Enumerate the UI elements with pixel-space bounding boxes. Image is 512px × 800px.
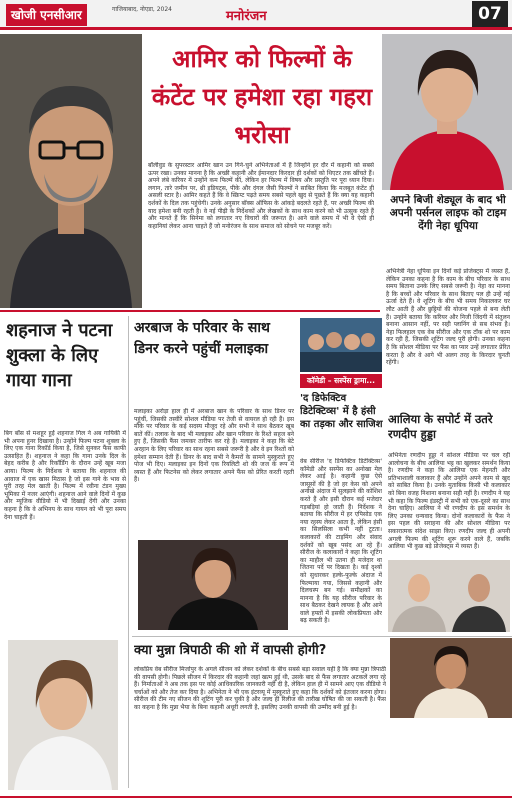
portrait-illustration xyxy=(138,540,288,630)
section-title: मनोरंजन xyxy=(226,9,267,24)
column-rule xyxy=(128,316,129,788)
alia-randeep-photo xyxy=(388,560,510,632)
neha-headline: अपने बिजी शेड्यूल के बाद भी अपनी पर्सनल लाइफ को टाइम देंगी नेहा धूपिया xyxy=(389,194,507,232)
munna-headline: क्या मुन्ना त्रिपाठी की शो में वापसी होगी? xyxy=(134,643,327,658)
malaika-body: मलाइका अरोड़ा हाल ही में अरबाज खान के परिवार के साथ डिनर पर पहुंचीं, जिसकी तस्वीरें सोशल मीडिया पर तेजी से वायरल हो रही हैं। इस मौके पर परिवार के कई सदस्य मौजूद रहे और सभी ने साथ बैठकर खूब बातें कीं। तलाक के बाद भी मलाइका और खान परिवार के रिश्ते सहज बने हुए हैं, जिसकी फैंस जमकर तारीफ कर रहे हैं। मलाइका ने कहा कि बेटे अरहान के लिए परिवार का साथ रहना सबसे जरूरी है और वे इन रिश्तों को हमेशा सम्मान देती हैं। डिनर के बाद सभी ने कैमरों के सामने मुस्कुराते हुए पोज भी दिए। मलाइका इन दिनों एक रियलिटी शो की जज के रूप में व्यस्त हैं और फिटनेस को लेकर लगातार अपने फैंस को प्रेरित करती रहती हैं। xyxy=(134,408,294,484)
malaika-headline: अरबाज के परिवार के साथ डिनर करने पहुंचीं मलाइका xyxy=(134,320,270,357)
shehnaaz-headline: शहनाज ने पटना शुक्ला के लिए गाया गाना xyxy=(6,320,113,391)
malaika-photo xyxy=(138,540,288,630)
detectives-kicker: कॉमेडी – सस्पेंस ड्रामा... xyxy=(300,374,382,388)
munna-body: लोकप्रिय वेब सीरीज मिर्जापुर के अगले सीजन को लेकर दर्शकों के बीच सबसे बड़ा सवाल यही है कि क्या मुन्ना त्रिपाठी की वापसी होगी। पिछले सीजन में किरदार की कहानी जहां खत्म हुई थी, उसके बाद से फैंस लगातार अटकलें लगा रहे हैं। निर्माताओं ने अब तक इस पर कोई आधिकारिक जानकारी नहीं दी है, लेकिन हाल ही में सामने आए एक वीडियो ने चर्चाओं को और तेज कर दिया है। अभिनेता ने भी एक इंटरव्यू में मुस्कुराते हुए कहा कि दर्शकों को इंतजार करना होगा। सीरीज की टीम नए सीजन की शूटिंग पूरी कर चुकी है और जल्द ही रिलीज की तारीख घोषित की जा सकती है। फैंस का कहना है कि मुन्ना भैया के बिना कहानी अधूरी लगती है, इसलिए उनकी वापसी की उम्मीद बनी हुई है। xyxy=(134,666,386,711)
alia-body: अभिनेता रणदीप हुड्डा ने सोशल मीडिया पर चल रही आलोचना के बीच आलिया भट्ट का खुलकर समर्थन किया है। रणदीप ने कहा कि आलिया एक मेहनती और प्रतिभाशाली कलाकार हैं और उन्होंने अपने काम से खुद को साबित किया है। उनके मुताबिक किसी भी कलाकार को बिना वजह निशाना बनाना सही नहीं है। रणदीप ने यह भी कहा कि फिल्म इंडस्ट्री में सभी को एक-दूसरे का साथ देना चाहिए। आलिया ने भी रणदीप के इस समर्थन के लिए उनका धन्यवाद किया। दोनों कलाकारों के फैंस ने इस पहल की सराहना की और सोशल मीडिया पर सकारात्मक संदेश साझा किए। रणदीप जल्द ही अपनी अगली फिल्म की शूटिंग शुरू करने वाले हैं, जबकि आलिया भी कुछ बड़े प्रोजेक्ट्स में व्यस्त हैं। xyxy=(388,452,510,551)
portrait-illustration xyxy=(0,34,142,308)
detectives-poster xyxy=(300,318,382,372)
munna-separator xyxy=(132,636,512,637)
portrait-illustration xyxy=(390,638,512,718)
neha-body: अभिनेत्री नेहा धूपिया इन दिनों कई प्रोजेक्ट्स में व्यस्त हैं, लेकिन उनका कहना है कि काम के बीच परिवार के साथ समय बिताना उनके लिए सबसे जरूरी है। नेहा का मानना है कि बच्चों और परिवार के साथ बिताए पल ही उन्हें नई ऊर्जा देते हैं। वे शूटिंग के बीच भी समय निकालकर घर लौट आती हैं और छुट्टियों की योजना पहले से बना लेती हैं। उन्होंने बताया कि करियर और निजी जिंदगी में संतुलन बनाना आसान नहीं, पर सही प्लानिंग से सब संभव है। नेहा फिलहाल एक वेब सीरीज और एक टॉक शो पर काम कर रही हैं, जिसकी शूटिंग जल्द पूरी होगी। उनका कहना है कि सोशल मीडिया पर फैंस का प्यार उन्हें लगातार प्रेरित करता है और वे आगे भी अलग तरह के किरदार चुनती रहेंगी। xyxy=(386,268,510,367)
page-number: 07 xyxy=(472,1,508,27)
top-separator xyxy=(0,310,380,312)
newspaper-logo: खोजी एनसीआर xyxy=(6,4,87,26)
shehnaaz-body: बिग बॉस से मशहूर हुईं शहनाज गिल ने अब गायिकी में भी अपना हुनर दिखाया है। उन्होंने फिल्म पटना शुक्ला के लिए एक गाना रिकॉर्ड किया है, जिसे सुनकर फैंस काफी उत्साहित हैं। शहनाज ने कहा कि गाना उनके दिल के बेहद करीब है और रिकॉर्डिंग के दौरान उन्हें खूब मजा आया। फिल्म के निर्देशक ने बताया कि शहनाज की आवाज में एक खास मिठास है जो इस गाने के भाव से पूरी तरह मेल खाती है। फिल्म में रवीना टंडन मुख्य भूमिका में नजर आएंगी। शहनाज आने वाले दिनों में कुछ और म्यूजिक वीडियो में भी दिखाई देंगी और उनका कहना है कि वे अभिनय के साथ गायन को भी पूरा समय देना चाहती हैं। xyxy=(4,430,126,521)
alia-headline: आलिया के सपोर्ट में उतरे रणदीप हुड्डा xyxy=(388,412,493,441)
detectives-body: वेब सीरीज 'द डिफेक्टिव डिटेक्टिव्स' कॉमेडी और सस्पेंस का अनोखा मेल लेकर आई है। कहानी कुछ ऐसे जासूसों की है जो हर केस को अपने अनोखे अंदाज में सुलझाने की कोशिश करते हैं और इसी दौरान कई मजेदार गड़बड़ियां हो जाती हैं। निर्देशक ने बताया कि सीरीज में हर एपिसोड एक नया रहस्य लेकर आता है, लेकिन हंसी का सिलसिला कभी नहीं टूटता। कलाकारों की टाइमिंग और संवाद दर्शकों को खूब पसंद आ रहे हैं। सीरीज के कलाकारों ने कहा कि शूटिंग का माहौल भी उतना ही मजेदार था जितना पर्दे पर दिखता है। कई दृश्यों को सुधारकर हल्के-फुल्के अंदाज में फिल्माया गया, जिससे कहानी और दिलचस्प बन गई। समीक्षकों का मानना है कि यह सीरीज परिवार के साथ बैठकर देखने लायक है और आने वाले हफ्तों में इसकी लोकप्रियता और बढ़ सकती है। xyxy=(300,458,382,625)
poster-illustration xyxy=(300,318,382,372)
portrait-illustration xyxy=(382,34,512,190)
shehnaaz-photo xyxy=(8,640,118,790)
aamir-photo xyxy=(0,34,142,308)
date-line: गाजियाबाद, नोएडा, 2024 xyxy=(112,6,173,13)
aamir-body: बॉलीवुड के सुपरस्टार आमिर खान उन गिने-चुने अभिनेताओं में हैं जिन्होंने हर दौर में कहानी को सबसे ऊपर रखा। उनका मानना है कि अच्छी कहानी और ईमानदार किरदार ही दर्शकों को थिएटर तक खींचते हैं। अपने लंबे करियर में उन्होंने कम फिल्में कीं, लेकिन हर फिल्म में विषय और प्रस्तुति पर पूरा ध्यान दिया। लगान, तारे जमीन पर, थ्री इडियट्स, पीके और दंगल जैसी फिल्मों ने साबित किया कि मजबूत कंटेंट ही असली स्टार है। आमिर कहते हैं कि वे स्क्रिप्ट पढ़ते समय सबसे पहले खुद से पूछते हैं कि क्या यह कहानी दर्शकों के दिल तक पहुंचेगी। उनके अनुसार बॉक्स ऑफिस के आंकड़े बदलते रहते हैं, पर अच्छी फिल्म की याद हमेशा बनी रहती है। वे नई पीढ़ी के निर्देशकों और लेखकों के साथ काम करने को भी उत्सुक रहते हैं और मानते हैं कि सिनेमा को लगातार नए विचारों की जरूरत है। आने वाले समय में भी वे ऐसी ही कहानियां लेकर आना चाहते हैं जो मनोरंजन के साथ समाज को सोचने पर मजबूर करें। xyxy=(148,162,374,230)
bottom-rule xyxy=(0,796,512,798)
neha-photo xyxy=(382,34,512,190)
aamir-headline: आमिर को फिल्मों के कंटेंट पर हमेशा रहा गहरा भरोसा xyxy=(151,45,373,149)
portrait-illustration xyxy=(388,560,510,632)
munna-photo xyxy=(390,638,512,718)
portrait-illustration xyxy=(8,640,118,790)
detectives-headline: 'द डिफेक्टिव डिटेक्टिव्स' में है हंसी का तड़का और साजिश xyxy=(300,393,383,430)
